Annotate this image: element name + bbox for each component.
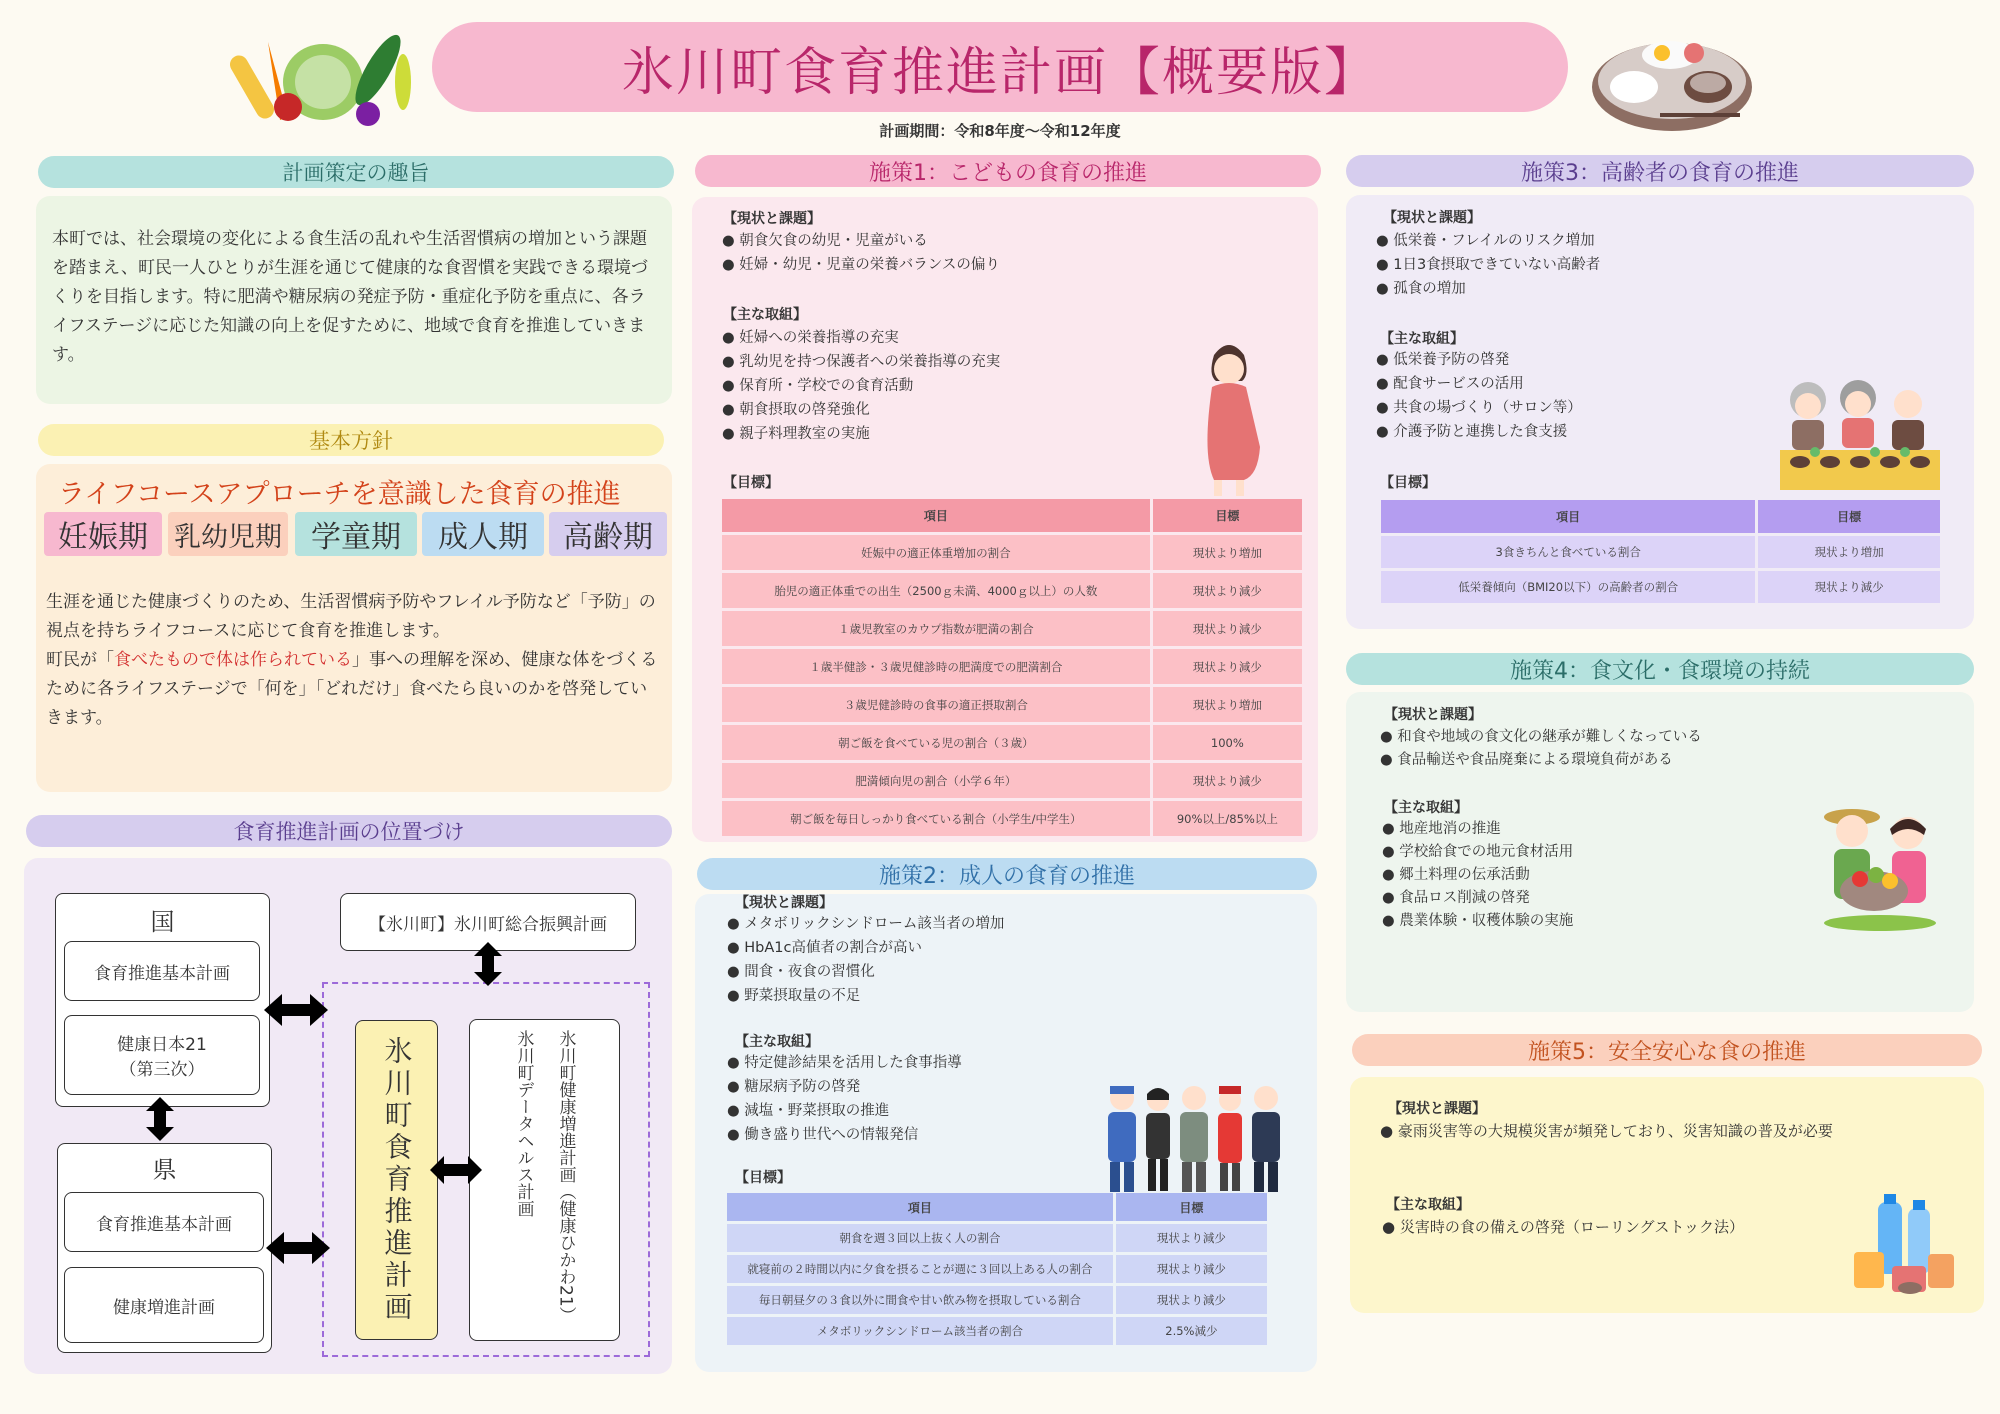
policy3-goal-table [1378, 497, 1943, 606]
table-row: 妊娠中の適正体重増加の割合 現状より増加 [722, 535, 1302, 570]
vegetables-illustration [228, 22, 418, 134]
list-item: ● 減塩・野菜摂取の推進 [727, 1099, 1147, 1123]
farmers-illustration [1820, 805, 1950, 933]
list-item: ● 1日3食摂取できていない高齢者 [1376, 253, 1796, 277]
list-item: ● 働き盛り世代への情報発信 [727, 1123, 1147, 1147]
policy3-goals-label: 【目標】 [1380, 475, 1436, 491]
list-item: ● 豪雨災害等の大規模災害が頻発しており、災害知識の普及が必要 [1380, 1119, 1840, 1143]
table-row: ３歳児健診時の食事の適正摂取割合 現状より増加 [722, 687, 1302, 722]
policy4-issues [1380, 726, 1830, 772]
table-row: 朝ご飯を毎日しっかり食べている割合（小学生/中学生） 90%以上/85%以上 [722, 801, 1302, 836]
list-item: ● 妊婦・幼児・児童の栄養バランスの偏り [722, 253, 1142, 277]
list-item: ● 和食や地域の食文化の継承が難しくなっている [1380, 726, 1830, 749]
list-item: ● 低栄養・フレイルのリスク増加 [1376, 229, 1796, 253]
list-item: ● 間食・夜食の習慣化 [727, 960, 1147, 984]
policy3-actions [1376, 348, 1796, 444]
stage-infant: 乳幼児期 [168, 512, 288, 556]
list-item: ● メタボリックシンドローム該当者の増加 [727, 912, 1147, 936]
town-health-promotion-plan: 氷川町健康増進計画（健康ひかわ21） [555, 1030, 576, 1324]
position-heading: 食育推進計画の位置づけ [26, 815, 672, 847]
list-item: ● 共食の場づくり（サロン等） [1376, 396, 1796, 420]
list-item: ● 朝食摂取の啓発強化 [722, 398, 1142, 422]
list-item: ● 食品輸送や食品廃棄による環境負荷がある [1380, 749, 1830, 772]
table-row: 朝食を週３回以上抜く人の割合 現状より減少 [727, 1224, 1267, 1252]
list-item: ● 乳幼児を持つ保護者への栄養指導の充実 [722, 350, 1142, 374]
policy1-heading: 施策1：こどもの食育の推進 [695, 155, 1321, 187]
list-item: ● 低栄養予防の啓発 [1376, 348, 1796, 372]
policy4-issues-label: 【現状と課題】 [1384, 707, 1482, 723]
table-row: １歳半健診・３歳児健診時の肥満度での肥満割合 現状より減少 [722, 649, 1302, 684]
table-row: メタボリックシンドローム該当者の割合 2.5%減少 [727, 1317, 1267, 1345]
town-master-plan: 【氷川町】氷川町総合振興計画 [340, 893, 636, 951]
stage-school: 学童期 [295, 512, 417, 556]
emergency-supplies-illustration [1850, 1192, 1960, 1300]
town-datahealth-plan: 氷川町データヘルス計画 [513, 1030, 534, 1217]
table-row: 肥満傾向児の割合（小学６年） 現状より減少 [722, 763, 1302, 798]
list-item: ● 郷土料理の伝承活動 [1382, 864, 1802, 887]
policy-body-1: 生涯を通じた健康づくりのため、生活習慣病予防やフレイル予防など「予防」の視点を持ちライフコースに応じて食育を推進します。 [46, 592, 656, 641]
stage-elderly: 高齢期 [549, 512, 667, 556]
prefecture-health-plan: 健康増進計画 [64, 1267, 264, 1343]
list-item: ● 学校給食での地元食材活用 [1382, 841, 1802, 864]
list-item: ● 特定健診結果を活用した食事指導 [727, 1051, 1147, 1075]
list-item: ● 介護予防と連携した食支援 [1376, 420, 1796, 444]
policy-highlight: 食べたもので体は作られている [114, 650, 352, 670]
policy5-issues-label: 【現状と課題】 [1388, 1101, 1486, 1117]
pregnant-woman-illustration [1194, 335, 1264, 500]
table-row: 胎児の適正体重での出生（2500ｇ未満、4000ｇ以上）の人数 現状より減少 [722, 573, 1302, 608]
list-item: ● 朝食欠食の幼児・児童がいる [722, 229, 1142, 253]
policy3-heading: 施策3：高齢者の食育の推進 [1346, 155, 1974, 187]
stage-adult: 成人期 [422, 512, 544, 556]
table-row: 朝ご飯を食べている児の割合（３歳） 100% [722, 725, 1302, 760]
intro-body: 本町では、社会環境の変化による食生活の乱れや生活習慣病の増加という課題を踏まえ、町民一人ひとりが生涯を通じて健康的な食習慣を実践できる環境づくりを目指します。特に肥満や糖尿病の発症予防・重症化予防を重点に、各ライフステージに応じた知識の向上を促すために、地域で食育を推進していきます。 [52, 229, 649, 365]
list-item: ● 配食サービスの活用 [1376, 372, 1796, 396]
page-title: 氷川町食育推進計画【概要版】 [432, 22, 1568, 112]
list-item: ● 野菜摂取量の不足 [727, 984, 1147, 1008]
list-item: ● 孤食の増加 [1376, 277, 1796, 301]
town-related-plans [469, 1019, 620, 1341]
meal-set-illustration [1590, 25, 1755, 135]
national-box: 国 [55, 893, 270, 1107]
policy2-issues-label: 【現状と課題】 [735, 895, 833, 911]
national-health-japan21: 健康日本21 （第三次） [64, 1015, 260, 1095]
table-row: 就寝前の２時間以内に夕食を摂ることが週に３回以上ある人の割合 現状より減少 [727, 1255, 1267, 1283]
policy5-actions [1382, 1215, 1842, 1239]
policy5-heading: 施策5：安全安心な食の推進 [1352, 1034, 1982, 1066]
list-item: ● 親子料理教室の実施 [722, 422, 1142, 446]
policy2-actions-label: 【主な取組】 [735, 1034, 819, 1050]
policy-heading: 基本方針 [38, 424, 664, 456]
double-arrow-vertical-icon [470, 940, 506, 988]
policy2-heading: 施策2：成人の食育の推進 [697, 858, 1317, 890]
table-header: 項目 目標 [727, 1193, 1267, 1221]
prefecture-box: 県 [57, 1143, 272, 1353]
double-arrow-icon [428, 1152, 484, 1188]
workers-illustration [1100, 1080, 1285, 1195]
intro-heading: 計画策定の趣旨 [38, 156, 674, 188]
double-arrow-vertical-icon [142, 1095, 178, 1143]
list-item: ● 災害時の食の備えの啓発（ローリングストック法） [1382, 1215, 1842, 1239]
policy2-goal-table [724, 1190, 1270, 1348]
list-item: ● 妊婦への栄養指導の充実 [722, 326, 1142, 350]
table-row: 毎日朝昼夕の３食以外に間食や甘い飲み物を摂取している割合 現状より減少 [727, 1286, 1267, 1314]
table-row: 3食きちんと食べている割合 現状より増加 [1381, 536, 1940, 568]
policy1-issues-label: 【現状と課題】 [723, 211, 821, 227]
plan-period: 計画期間：令和8年度〜令和12年度 [879, 122, 1121, 140]
policy5-issues [1380, 1119, 1840, 1143]
policy4-actions [1382, 818, 1802, 933]
policy3-actions-label: 【主な取組】 [1380, 331, 1464, 347]
policy2-actions [727, 1051, 1147, 1147]
table-row: １歳児教室のカウプ指数が肥満の割合 現状より減少 [722, 611, 1302, 646]
list-item: ● HbA1c高値者の割合が高い [727, 936, 1147, 960]
policy2-issues [727, 912, 1147, 1008]
policy5-actions-label: 【主な取組】 [1386, 1197, 1470, 1213]
policy3-issues-label: 【現状と課題】 [1383, 210, 1481, 226]
table-header: 項目 目標 [722, 499, 1302, 532]
national-food-plan: 食育推進基本計画 [64, 941, 260, 1001]
list-item: ● 農業体験・収穫体験の実施 [1382, 910, 1802, 933]
policy1-issues [722, 229, 1142, 277]
stage-pregnancy: 妊娠期 [44, 512, 162, 556]
policy4-actions-label: 【主な取組】 [1384, 800, 1468, 816]
list-item: ● 保育所・学校での食育活動 [722, 374, 1142, 398]
list-item: ● 食品ロス削減の啓発 [1382, 887, 1802, 910]
policy1-goal-table [719, 496, 1305, 839]
town-food-plan: 氷川町食育推進計画 [355, 1020, 438, 1340]
double-arrow-icon [262, 990, 330, 1030]
elderly-dining-illustration [1780, 372, 1940, 492]
list-item: ● 地産地消の推進 [1382, 818, 1802, 841]
double-arrow-icon [264, 1228, 332, 1268]
policy1-actions [722, 326, 1142, 446]
table-row: 低栄養傾向（BMI20以下）の高齢者の割合 現状より減少 [1381, 571, 1940, 603]
policy1-actions-label: 【主な取組】 [723, 307, 807, 323]
policy-slogan: ライフコースアプローチを意識した食育の推進 [58, 479, 621, 510]
table-header: 項目 目標 [1381, 500, 1940, 533]
policy-body-2: 町民が「食べたもので体は作られている」事への理解を深め、健康な体をづくるために各ライフステージで「何を」「どれだけ」食べたら良いのかを啓発していきます。 [46, 650, 658, 728]
policy2-goals-label: 【目標】 [735, 1170, 791, 1186]
policy4-heading: 施策4：食文化・食環境の持続 [1346, 653, 1974, 685]
prefecture-food-plan: 食育推進基本計画 [64, 1192, 264, 1252]
policy1-goals-label: 【目標】 [723, 475, 779, 491]
policy3-issues [1376, 229, 1796, 301]
list-item: ● 糖尿病予防の啓発 [727, 1075, 1147, 1099]
